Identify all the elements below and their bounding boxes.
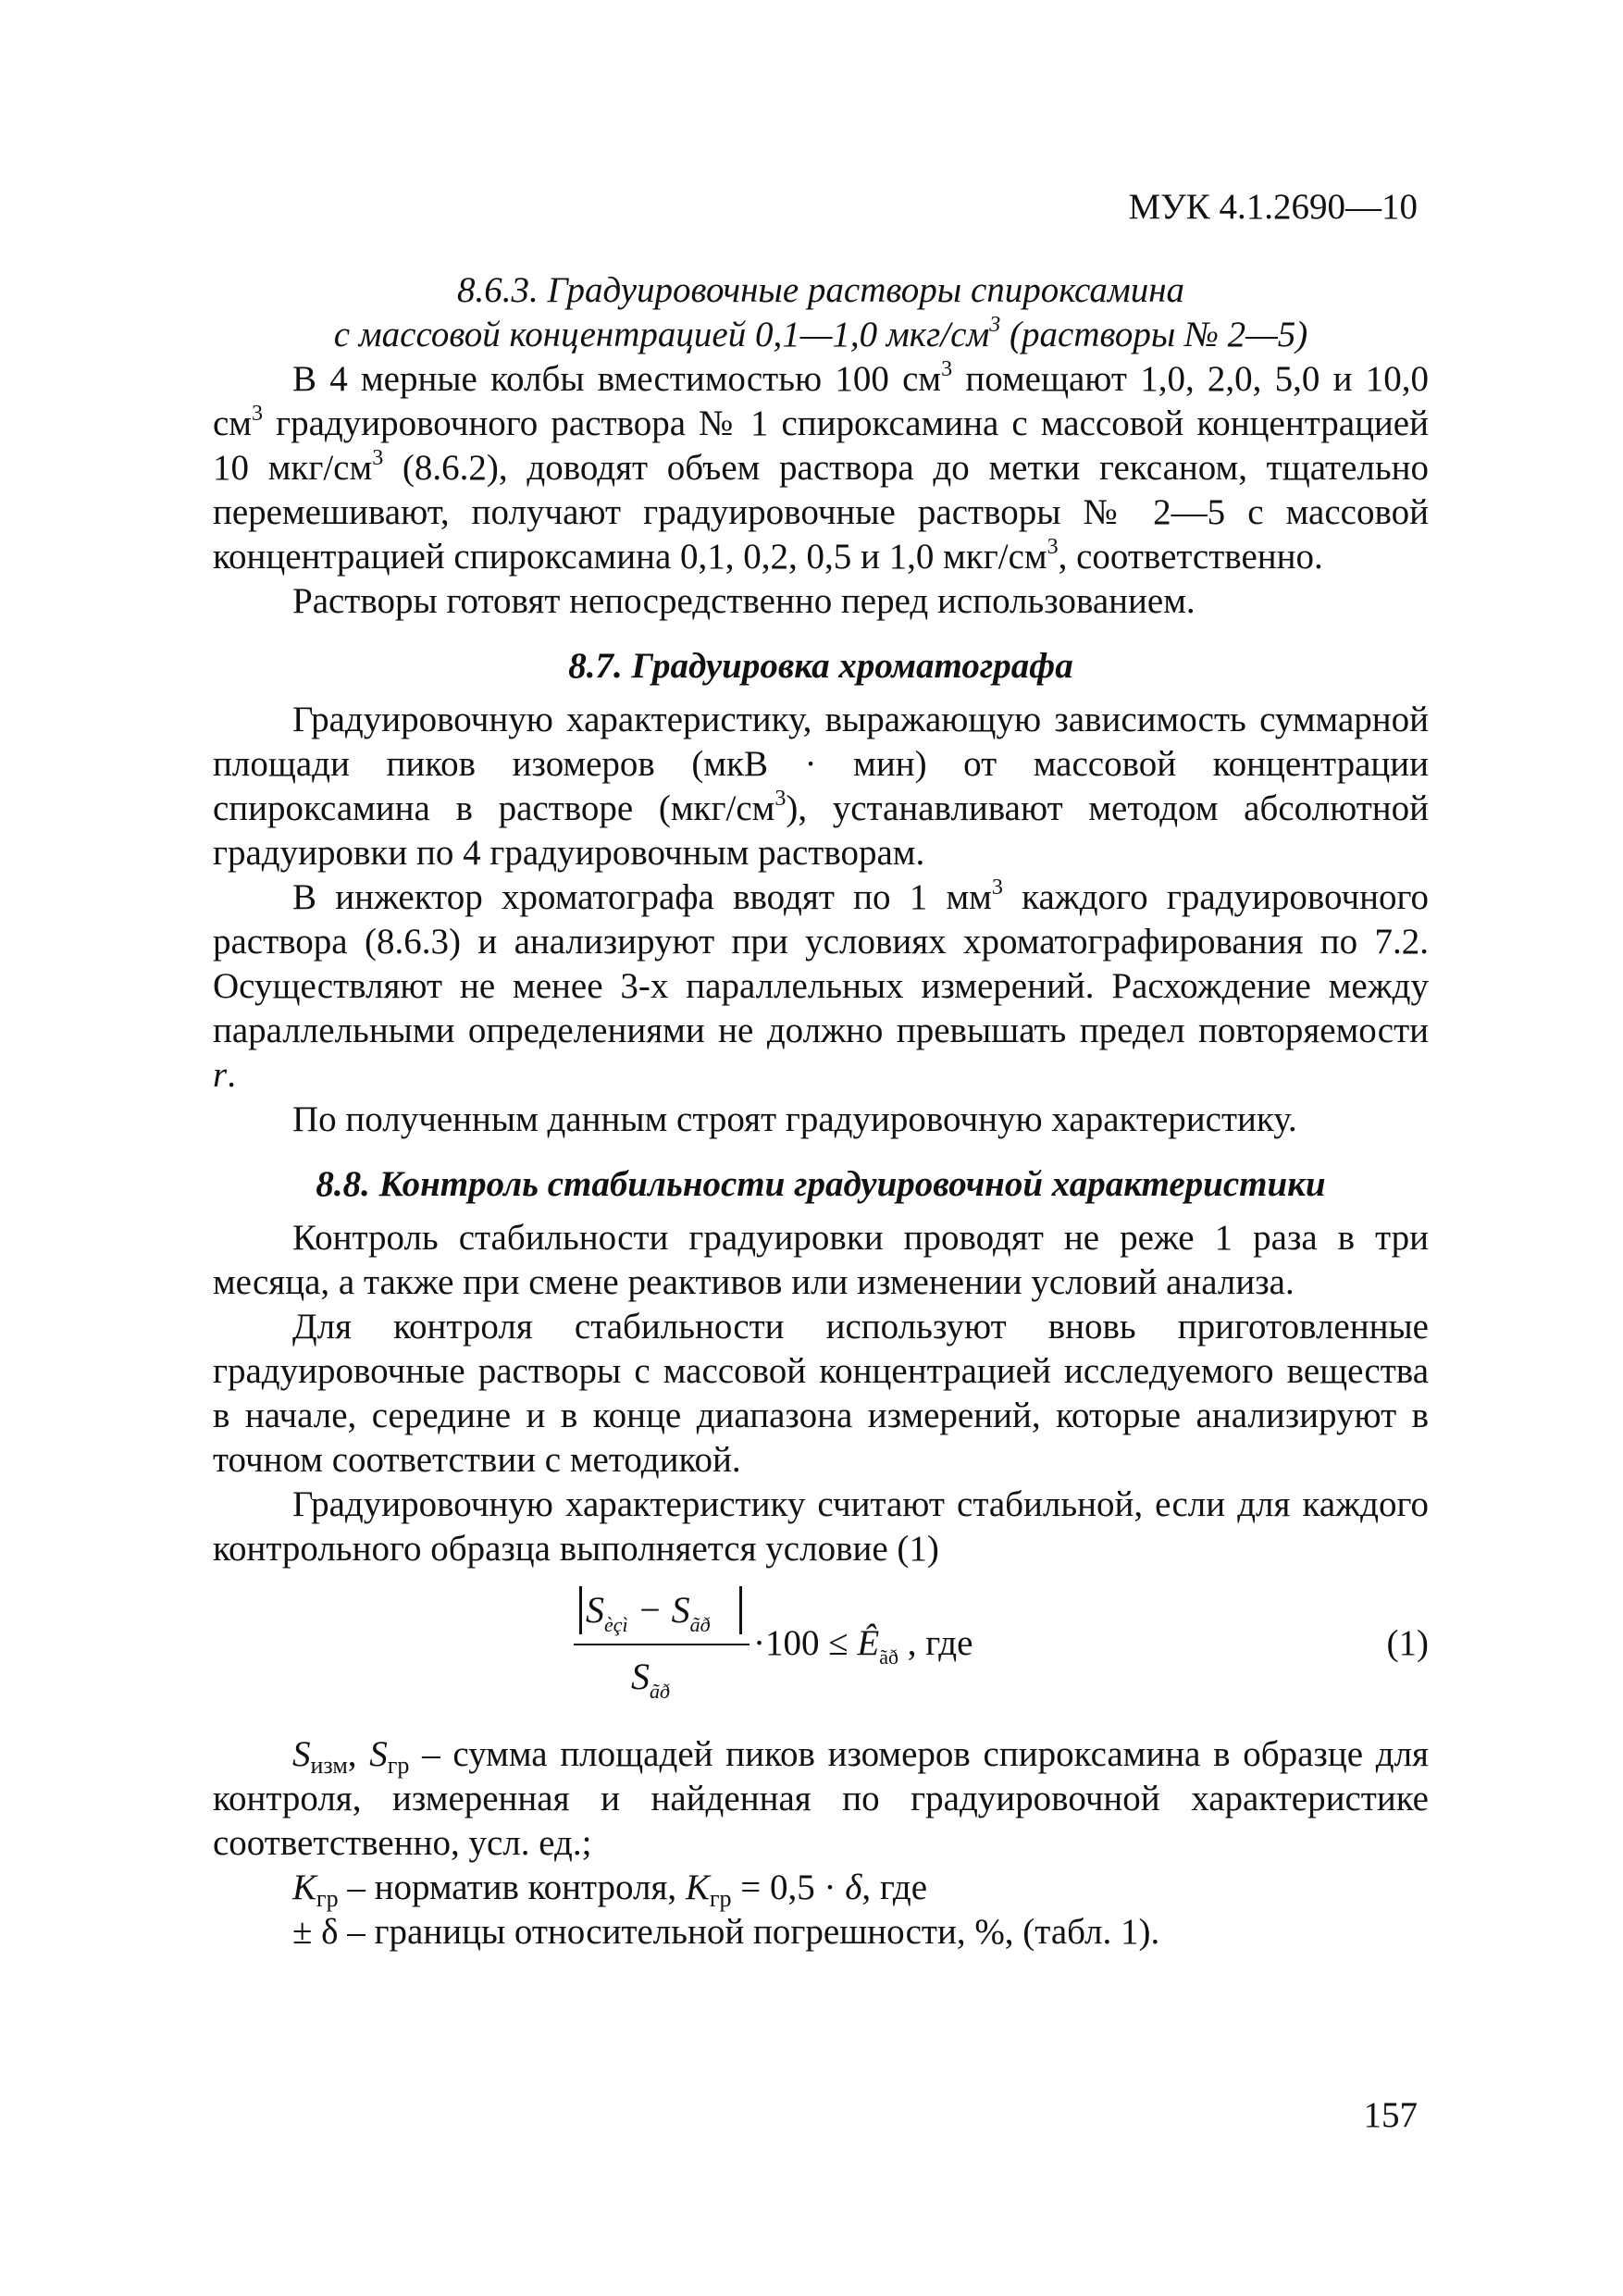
subsection-title-line2: с массовой концентрацией 0,1—1,0 мкг/$см^3$ (растворы № 2—5) [333, 313, 1308, 354]
paragraph: Градуировочную характеристику считают стабильной, если для каждого контрольного образца выполняется условие (1) [213, 1484, 1429, 1569]
paragraph: Растворы готовят непосредственно перед использованием. [292, 581, 1196, 621]
running-header: МУК 4.1.2690—10 [1128, 187, 1418, 227]
page-number: 157 [1363, 2095, 1418, 2135]
paragraph: В инжектор хроматографа вводят по 1 $мм^3$ каждого градуировочного раствора (8.6.3) и анализируют при условиях хроматографирования по 7.2. Осуществляют не менее 3-х параллельных измерений. Расхождение между параллельными определениями не должно превышать предел повторяемости r. [213, 875, 1429, 1095]
paragraph: По полученным данным строят градуировочную характеристику. [292, 1099, 1297, 1139]
definition-k: $К_{гр}$ – норматив контроля, $К_{гр} = 0,5 \cdot \delta$, где [292, 1868, 928, 1912]
equation-number: (1) [1386, 1623, 1429, 1663]
subsection-title-line1: 8.6.3. Градуировочные растворы спироксамина [456, 270, 1185, 310]
formula-denominator: $S_{ãð}$ [631, 1656, 670, 1703]
paragraph: Градуировочную характеристику, выражающую зависимость суммарной площади пиков изомеров (мкВ · мин) от массовой концентрации спироксамина в растворе $(мкг/см^3)$, устанавливают методом абсолютной градуировки по 4 градуировочным растворам. [213, 700, 1429, 873]
formula-rest: $\cdot 100 \le Ê_{ãð}$ , где [753, 1623, 973, 1669]
definition-s: $S_{изм}$, $S_{гр}$ – сумма площадей пиков изомеров спироксамина в образце для контроля, измеренная и найденная по градуировочной характеристике соответственно, усл. ед.; [213, 1734, 1429, 1863]
body-text [213, 268, 1429, 1955]
definition-delta: ± δ – границы относительной погрешности, %, (табл. 1). [292, 1912, 1160, 1952]
subsection-title [213, 268, 1429, 357]
fraction-bar [574, 1644, 750, 1645]
paragraph: Для контроля стабильности используют вновь приготовленные градуировочные растворы с массовой концентрацией исследуемого вещества в начале, середине и в конце диапазона измерений, которые анализируют в точном соответствии с методикой. [213, 1307, 1429, 1480]
section-title-8-7: 8.7. Градуировка хроматографа [568, 646, 1073, 686]
paragraph: Контроль стабильности градуировки проводят не реже 1 раза в три месяца, а также при смене реактивов или изменении условий анализа. [213, 1218, 1429, 1302]
formula-numerator: $S_{èçì} - S_{ãð}$ [579, 1586, 742, 1634]
section-title-8-8: 8.8. Контроль стабильности градуировочной характеристики [316, 1164, 1326, 1204]
formula-expression [574, 1582, 1092, 1712]
paragraph: В 4 мерные колбы вместимостью 100 $см^3$ помещают 1,0, 2,0, 5,0 и 10,0 $см^3$ градуировочного раствора № 1 спироксамина с массовой концентрацией 10 мкг/$см^3$ (8.6.2), доводят объем раствора до метки гексаном, тщательно перемешивают, получают градуировочные растворы № 2—5 с массовой концентрацией спироксамина 0,1, 0,2, 0,5 и 1,0 мкг/$см^3$, соответственно. [213, 357, 1430, 577]
formula-fraction [574, 1582, 750, 1712]
formula-1 [213, 1575, 1429, 1714]
